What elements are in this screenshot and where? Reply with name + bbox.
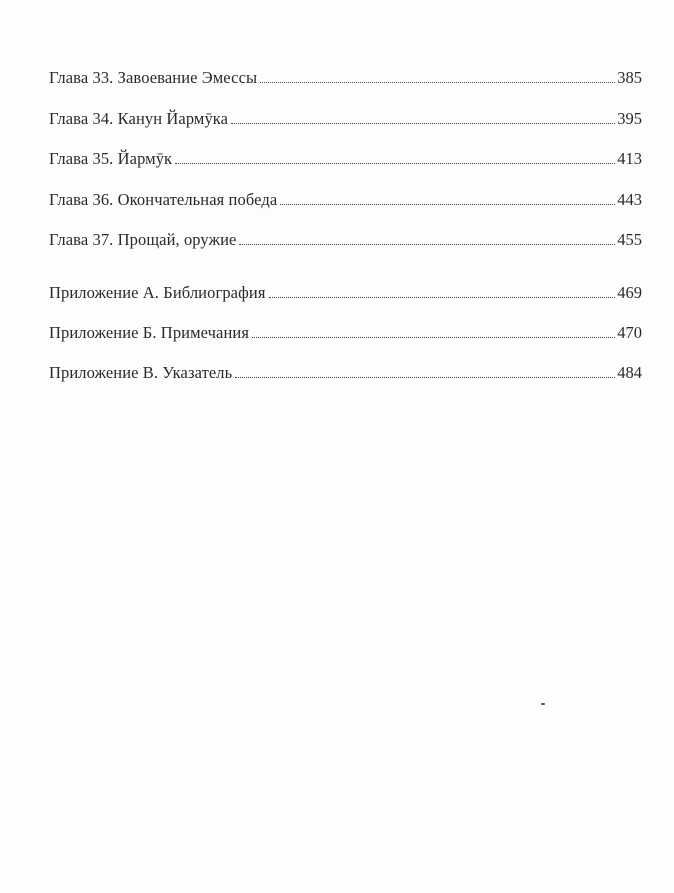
toc-entry-title: Глава 35. Йармӯк — [49, 149, 173, 169]
toc-entry-chapter-36 — [49, 180, 642, 221]
toc-entry-page: 443 — [617, 189, 642, 209]
toc-entry-title: Приложение А. Библиография — [49, 282, 266, 302]
dot-leader — [175, 163, 615, 164]
toc-entry-page: 395 — [617, 108, 642, 128]
toc-entry-appendix-c — [49, 353, 642, 393]
dot-leader — [280, 204, 615, 205]
toc-entry-page: 469 — [617, 282, 642, 302]
toc-entry-appendix-b — [49, 313, 642, 353]
toc-entry-title: Приложение Б. Примечания — [49, 322, 250, 342]
dot-leader — [235, 377, 615, 378]
toc-entry-page: 484 — [617, 362, 642, 382]
dot-leader — [231, 123, 615, 124]
toc-entry-chapter-37 — [49, 220, 642, 261]
toc-entry-page: 470 — [617, 322, 642, 342]
toc-entry-title: Глава 34. Канун Йармӯка — [49, 108, 229, 128]
toc-entry-page: 413 — [617, 149, 642, 169]
toc-entry-chapter-35 — [49, 139, 642, 180]
appendix-list — [49, 273, 642, 393]
scan-speck — [541, 703, 545, 705]
table-of-contents — [49, 58, 642, 393]
toc-entry-page: 455 — [617, 230, 642, 250]
dot-leader — [260, 82, 615, 83]
toc-entry-chapter-34 — [49, 99, 642, 140]
toc-entry-chapter-33 — [49, 58, 642, 99]
dot-leader — [269, 297, 616, 298]
toc-entry-title: Глава 37. Прощай, оружие — [49, 230, 237, 250]
dot-leader — [239, 244, 615, 245]
toc-entry-appendix-a — [49, 273, 642, 313]
toc-entry-page: 385 — [617, 68, 642, 87]
toc-entry-title: Приложение В. Указатель — [49, 362, 233, 382]
chapter-list — [49, 58, 642, 261]
toc-entry-title: Глава 33. Завоевание Эмессы — [49, 68, 258, 87]
dot-leader — [252, 337, 615, 338]
toc-entry-title: Глава 36. Окончательная победа — [49, 189, 278, 209]
